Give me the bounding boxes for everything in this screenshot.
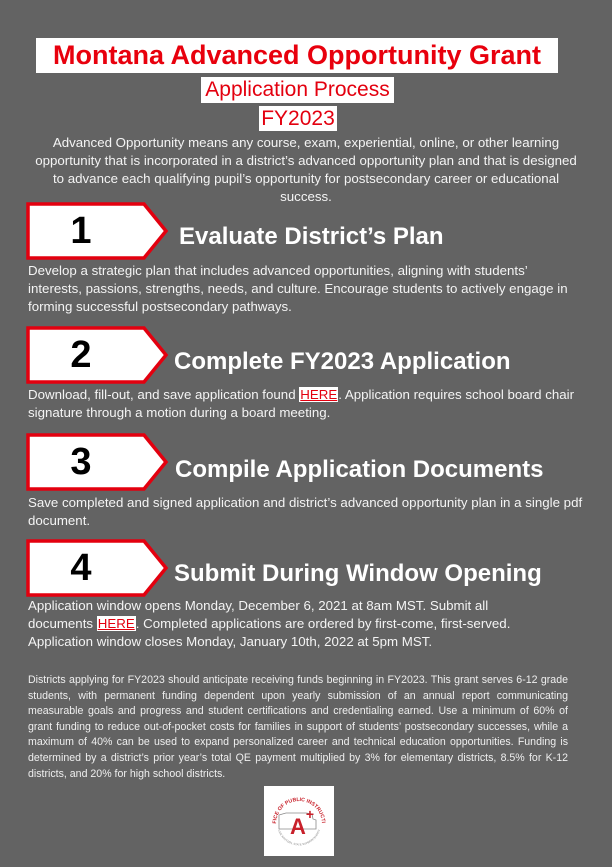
step-2-badge: [26, 326, 170, 386]
step-4-body-line: Application window opens Monday, December 6, 2021 at 8am MST. Submit all: [28, 598, 489, 613]
step-4-badge: [26, 539, 170, 599]
step-2-body-text-after: . Application requires school board chair signature through a motion during a board meeting.: [28, 387, 575, 420]
step-1-body: Develop a strategic plan that includes advanced opportunities, aligning with students’ interests, passions, strengths, needs, and culture. Encourage students to actively engage in forming successful postsecondary pathways.: [28, 263, 568, 314]
page-title: Montana Advanced Opportunity Grant: [36, 38, 558, 73]
step-4-heading: Submit During Window Opening: [174, 560, 542, 587]
step-2-heading: Complete FY2023 Application: [174, 348, 511, 375]
application-download-link[interactable]: HERE: [300, 387, 338, 402]
submit-documents-link[interactable]: HERE: [97, 616, 135, 631]
step-number: 4: [70, 547, 92, 589]
step-3-body: Save completed and signed application and district’s advanced opportunity plan in a single pdf document.: [28, 495, 583, 528]
step-number: 1: [70, 210, 92, 252]
step-number: 2: [70, 334, 92, 376]
funding-details-paragraph: Districts applying for FY2023 should anticipate receiving funds beginning in FY2023. This grant serves 6-12 grade students, with permanent funding dependent upon yearly submission of an annual report communicating measurable goals and progress and student certifications and credentialing earned. Use a minimum of 60% of grant funding to reduce out-of-pocket costs for families in support of students’ postsecondary successes, while a maximum of 40% can be used to expand personalized career and technical education opportunities. Funding is determined by a district’s prior year’s total QE payment multiplied by 3% for elementary districts, 8.5% for K-12 districts, and 20% for high school districts.: [28, 674, 568, 780]
step-4-body-line: Application window closes Monday, January 10th, 2022 at 5pm MST.: [28, 634, 433, 649]
step-3-heading: Compile Application Documents: [175, 456, 544, 483]
step-4-body-text-after: . Completed applications are ordered by first-come, first-served.: [135, 616, 511, 631]
page-subtitle: Application Process: [201, 77, 394, 103]
step-3-badge: [26, 433, 170, 493]
step-1-heading: Evaluate District’s Plan: [179, 223, 444, 250]
step-4-body-text: documents: [28, 616, 97, 631]
step-2-body-text: Download, fill-out, and save application found: [28, 387, 300, 402]
logo-top-text: FICE OF PUBLIC INSTRUCTI: [271, 796, 326, 824]
intro-paragraph: Advanced Opportunity means any course, exam, experiential, online, or other learning opportunity that is incorporated in a district’s advanced opportunity plan and that is designed to advance each qualifying pupil’s opportunity for postsecondary career or educational success.: [35, 135, 577, 204]
svg-text:A: A: [290, 814, 306, 839]
opi-seal-icon: [264, 786, 334, 856]
step-1-badge: [26, 202, 170, 262]
step-2-body: [28, 386, 584, 422]
step-4-body: [28, 597, 584, 651]
svg-text:+: +: [305, 806, 315, 822]
fiscal-year-label: FY2023: [259, 106, 337, 131]
office-of-public-instruction-logo: [264, 786, 334, 856]
step-number: 3: [70, 441, 92, 483]
logo-bottom-text: LSIE ARNTZEN, STATE SUPERINTENDEN: [277, 829, 321, 847]
step-4-body-line: [28, 615, 584, 633]
